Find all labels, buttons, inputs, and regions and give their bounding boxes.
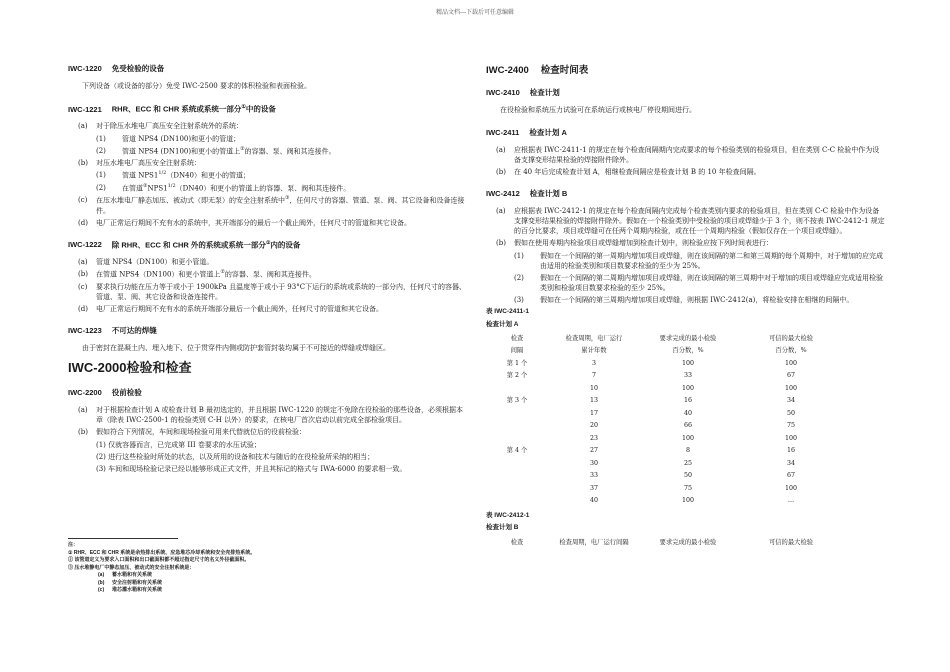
section-heading-1221: IWC-1221 RHR、ECC 和 CHR 系统或系统一部分①中的设备 [68,104,276,114]
table-header-cell: 检查 [510,334,524,342]
sub-item: (1) 管道 $NPS1^{1/2}(DN40)$和更小的管道； [96,170,251,180]
table-cell: 67 [786,472,795,480]
table-cell: 67 [786,372,795,380]
table-cell: 34 [786,459,795,467]
sub-item: (2) 进行这些检验时所处的状态，以及所用的设备和技术与随后的在役检验所采纳的相当； [96,452,375,461]
paragraph: 在役检验和系统压力试验可在系统运行或核电厂停役期间进行。 [500,105,696,114]
table-cell: 第 3 个 [506,397,528,405]
chapter-heading-2000: IWC-2000检验和检查 [68,360,192,376]
table-cell: … [787,497,795,505]
section-heading-2410: IWC-2410 检查计划 [486,87,560,97]
table-row [486,420,846,433]
table-cell: 40 [683,409,692,417]
table-header-cell: 间隔 [510,347,524,355]
table-header-cell: 可信的最大检验 [768,334,814,342]
footnote: ① RHR、ECC 和 CHR 系统是余热排出系统、应急堆芯冷却系统和安全壳排热系统。 [68,549,256,556]
section-heading-2200: IWC-2200 役前检验 [68,388,142,398]
section-heading-1223: IWC-1223 不可达的焊缝 [68,326,157,336]
list-item: (a) 对于除压水堆电厂高压安全注射系统外的系统： [78,122,243,131]
table-cell: 25 [683,459,692,467]
table-cell: 8 [685,447,690,455]
list-item: (b) 对压水堆电厂高压安全注射系统： [78,159,201,168]
table-header-cell: 可信的最大检验 [768,538,814,546]
section-heading-2411: IWC-2411 检查计划 A [486,127,567,137]
sub-item: (1) 仅就容器而言，已完成第 III 卷要求的水压试验； [96,440,261,449]
section-heading-2400: IWC-2400 检查时间表 [486,65,589,76]
paragraph: 下列设备（或设备的部分）免受 IWC-2500 要求的体积检验和表面检验。 [82,81,311,90]
table-cell: 100 [681,384,695,392]
table-subtitle: 检查计划 A [486,320,519,328]
table-row [486,457,846,470]
table-cell: 27 [589,447,598,455]
table-cell: 100 [784,359,798,367]
table-cell: 23 [589,434,598,442]
right-column [486,64,886,552]
table-row [486,395,846,408]
list-item: (b) 假如在使用寿期内检验项目或焊缝增加到检查计划中，则检验应按下列时间表进行： [496,239,773,248]
sub-item: (2) 管道 NPS4 (DN100)和更小的管道上②的容器、泵、阀和其连接件。 [96,145,336,155]
table-cell: 30 [589,459,598,467]
list-item: (a) 管道 NPS4（DN100）和更小管道。 [78,258,214,267]
table-cell: 10 [589,384,598,392]
table-cell: 第 1 个 [506,359,528,367]
table-cell: 100 [784,434,798,442]
table-row [486,482,846,495]
table-cell: 37 [589,484,598,492]
page-header: 精品文档---下载后可任意编辑 [435,9,515,16]
table-cell [486,420,548,433]
table-cell: 第 2 个 [506,372,528,380]
table-cell [486,457,548,470]
sub-item: (3) 车间和现场检验记录已经以能够形成正式文件，并且其标记的格式与 IWA-6000 的要求相一致。 [96,464,407,473]
table-header-cell: 累计年数 [581,347,607,355]
table-cell: 66 [683,422,692,430]
left-column [68,64,468,476]
table-header-cell: 要求完成的最小检验 [659,538,717,546]
table-cell: 7 [591,372,596,380]
table-row [486,432,846,445]
table-cell: 100 [681,359,695,367]
table-header-cell: 检查周期，电厂运行 [565,334,623,342]
table-cell: 100 [784,484,798,492]
table-header-cell: 检查周期，电厂运行间隔 [559,538,629,546]
table-row [486,470,846,483]
table-cell [486,407,548,420]
table-row [486,382,846,395]
table-row [486,495,846,508]
table-cell: 100 [681,497,695,505]
footnote-divider [68,538,178,539]
table-cell: 第 4 个 [506,447,528,455]
table-cell: 100 [784,384,798,392]
table-cell: 20 [589,422,598,430]
list-item: (c) 在压水堆电厂静态加压、被动式（即无泵）的安全注射系统中③，任何尺寸的容器、管道、泵、阀、其它设备和设备连接件。 [78,195,465,215]
list-item: (d) 电厂正常运行期间不充有水的系统中，其开端部分的最后一个截止阀外，任何尺寸的管道和其它设备。 [78,218,411,227]
footnote-sub: (b) 安全注射箱和有关系统 [98,579,163,586]
table-title: 表 IWC-2412-1 [486,512,530,520]
table-header-cell: 要求完成的最小检验 [659,334,717,342]
table-cell: 33 [683,372,692,380]
list-item: (d) 电厂正常运行期间不充有水的系统开端部分最后一个截止阀外，任何尺寸的管道和其它设备。 [78,305,383,314]
table-subtitle: 检查计划 B [486,524,519,532]
footnote: ③ 压水堆静电厂中静态加压、被动式的安全注射系统是： [68,564,195,571]
table-cell: 3 [591,359,596,367]
list-item: (a) 对于根据检查计划 A 或检查计划 B 最初选定的，并且根据 IWC-1220 的规定不免除在役检验的那些设备，必须根据本章（除表 IWC-2500-1 的检验类别 C-H 以外）的要求，在核电厂首次启动以前完成全部检验项目。 [78,406,464,425]
table-cell: 75 [786,422,795,430]
sub-item: (2) 假如在一个间隔的第二周期内增加项目或焊缝，则在该间隔的第三周期中对于增加的项目或焊缝应完成适用检验类别和检验项目数要求检验的至少 25%。 [514,273,883,292]
table-cell [486,382,548,395]
sub-item: (1) 假如在一个间隔的第一周期内增加项目或焊缝，则在该间隔的第二和第三周期的每个周期中，对于增加的应完成由适用的检验类别和项目数要求检验的至少为 25%。 [514,251,883,270]
table-header-row [486,345,846,358]
table-cell [486,470,548,483]
table-title: 表 IWC-2411-1 [486,308,529,316]
footnote-label: 注： [68,542,79,548]
paragraph: 由于密封在混凝土内、埋入地下、位于贯穿件内侧或防护套管封装均属于不可接近的焊缝或焊缝区。 [82,344,390,353]
section-heading-2412: IWC-2412 检查计划 B [486,189,568,199]
sub-item: (3) 假如在一个间隔的第三周期内增加项目或焊缝，则根据 IWC-2412(a)，将检验安排在相继的间隔中。 [514,296,854,305]
list-item: (a) 应根据表 IWC-2411-1 的规定在每个检查间隔期内完成要求的每个检验类别的检验项目，但在类别 C-C 检验中作为设备支撑变形结果检验的焊接附件除外。 [496,145,880,164]
section-heading-1222: IWC-1222 除 RHR、ECC 和 CHR 外的系统或系统一部分①内的设备 [68,239,301,250]
table-cell: 17 [589,409,598,417]
table-header-cell: 百分数，% [775,347,807,355]
table-row [486,357,846,370]
list-item: (a) 应根据表 IWC-2412-1 的规定在每个检查间隔内完成每个检查类别内要求的检验项目，但在类别 C-C 检验中作为设备支撑变形结果检验的焊接附件除外。假如在一个检验类别中受检验的项目或焊缝少于 3 个，则不按表 IWC-2412-1 规定的百分比要求，项目或焊缝可在任两个周期内检验，或在任一个周期内检验（假如仅存在一个项目或焊缝）。 [496,206,885,236]
table-header-row [486,536,846,549]
list-item: (b) 在管道 NPS4（DN100）和更小管道上②的容器、泵、阀和其连接件。 [78,269,316,279]
table-cell: 50 [683,472,692,480]
table-row [486,407,846,420]
footnotes [68,542,448,595]
table-row [486,445,846,458]
list-item: (c) 要求执行功能在压力等于或小于 1900kPa 且温度等于或小于 93°C下运行的系统或系统的一部分内，任何尺寸的容器、管道、泵、阀、其它设备和设备连接件。 [78,282,467,302]
table-cell: 75 [683,484,692,492]
footnote: ② 该管道定义为要求入口面积和出口截面积都不超过指定尺寸的名义外径截面积。 [68,557,250,563]
inspection-schedule-table-b [486,536,846,549]
inspection-schedule-table-a [486,332,846,507]
table-cell: 100 [681,434,695,442]
table-header-cell: 检查 [510,538,524,546]
sub-item: (2) 在管道$^②NPS1^{1/2}(DN40)$和更小的管道上的容器、泵、阀和其连接件。 [96,182,351,193]
table-cell: 34 [786,397,795,405]
table-cell: 33 [589,472,598,480]
table-cell: 13 [589,397,598,405]
table-header-row [486,332,846,345]
footnote-sub: (a) 蓄水箱和有关系统 [98,572,153,578]
list-item: (b) 假如符合下列情况，车间和现场检验可用来代替就位后的役前检验： [78,428,306,437]
footnote-sub: (c) 堆芯灌水箱和有关系统 [98,587,163,593]
sub-item: (1) 管道 NPS4 (DN100)和更小的管道； [96,134,241,143]
table-cell: 16 [683,397,692,405]
table-row [486,370,846,383]
table-cell: 40 [589,497,598,505]
table-cell [486,432,548,445]
table-cell [486,482,548,495]
section-heading-1220: IWC-1220 免受检验的设备 [68,64,165,73]
table-cell [486,495,548,508]
table-cell: 50 [786,409,795,417]
table-header-cell: 百分数，% [672,347,704,355]
table-cell: 16 [786,447,795,455]
list-item: (b) 在 40 年后完成检查计划 A，相继检查间隔应是检查计划 B 的 10 年检查间隔。 [496,167,761,176]
